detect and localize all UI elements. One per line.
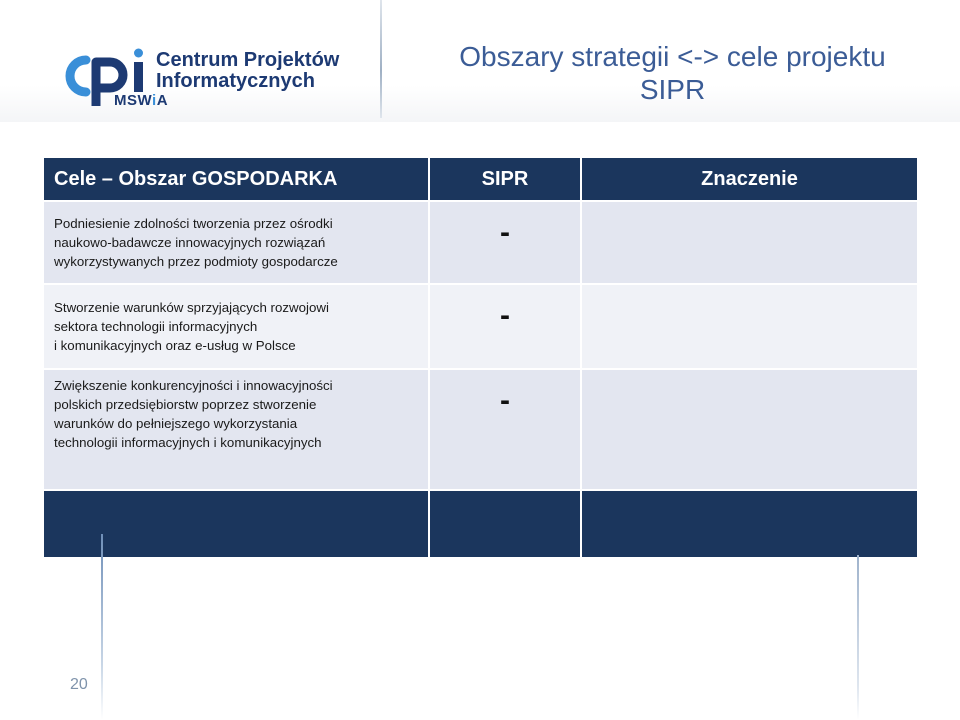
column-header-significance: Znaczenie [582, 158, 917, 200]
goal-line: wykorzystywanych przez podmioty gospodarcze [54, 254, 338, 269]
slide-title [420, 40, 925, 106]
slide-title-line1: Obszary strategii <-> cele projektu [459, 41, 886, 72]
goals-table [42, 156, 919, 559]
goal-line: Podniesienie zdolności tworzenia przez ośrodki [54, 216, 333, 231]
logo-name-line2: Informatycznych [156, 70, 315, 92]
significance-cell [582, 285, 917, 368]
footer-cell [582, 491, 917, 557]
sipr-cell: - [430, 202, 580, 283]
goal-line: warunków do pełniejszego wykorzystania [54, 416, 298, 431]
goal-line: technologii informacyjnych i komunikacyjnych [54, 435, 322, 450]
slide-title-line2: SIPR [639, 74, 706, 105]
footer-cell [430, 491, 580, 557]
goal-line: sektora technologii informacyjnych [54, 319, 258, 334]
cpi-logo [60, 42, 350, 114]
table-header-row [44, 158, 917, 200]
goal-line: polskich przedsiębiorstw poprzez stworzenie [54, 397, 317, 412]
goal-line: Zwiększenie konkurencyjności i innowacyjności [54, 378, 333, 393]
goal-cell [44, 202, 428, 283]
goal-line: i komunikacyjnych oraz e-usług w Polsce [54, 338, 296, 353]
table-row [44, 370, 917, 489]
goal-line: Stworzenie warunków sprzyjających rozwojowi [54, 300, 329, 315]
logo-sub-part3: A [156, 92, 169, 109]
sipr-cell: - [430, 370, 580, 489]
goal-cell [44, 285, 428, 368]
significance-cell [582, 370, 917, 489]
goal-cell [44, 370, 428, 489]
logo-wordmark [156, 50, 339, 92]
logo-sub-part2: i [152, 92, 157, 109]
column-header-goals: Cele – Obszar GOSPODARKA [44, 158, 428, 200]
page-number: 20 [70, 676, 88, 693]
sipr-cell: - [430, 285, 580, 368]
column-header-sipr: SIPR [430, 158, 580, 200]
significance-cell [582, 202, 917, 283]
decorative-divider-line [101, 534, 103, 720]
table-footer-row [44, 491, 917, 557]
table-row [44, 202, 917, 283]
logo-sub-part1: MSW [114, 92, 153, 109]
decorative-divider-line [380, 0, 382, 118]
goal-line: naukowo-badawcze innowacyjnych rozwiązań [54, 235, 326, 250]
logo-mswia [114, 92, 168, 109]
table-row [44, 285, 917, 368]
decorative-divider-line [857, 555, 859, 720]
logo-name-line1: Centrum Projektów [156, 49, 340, 71]
